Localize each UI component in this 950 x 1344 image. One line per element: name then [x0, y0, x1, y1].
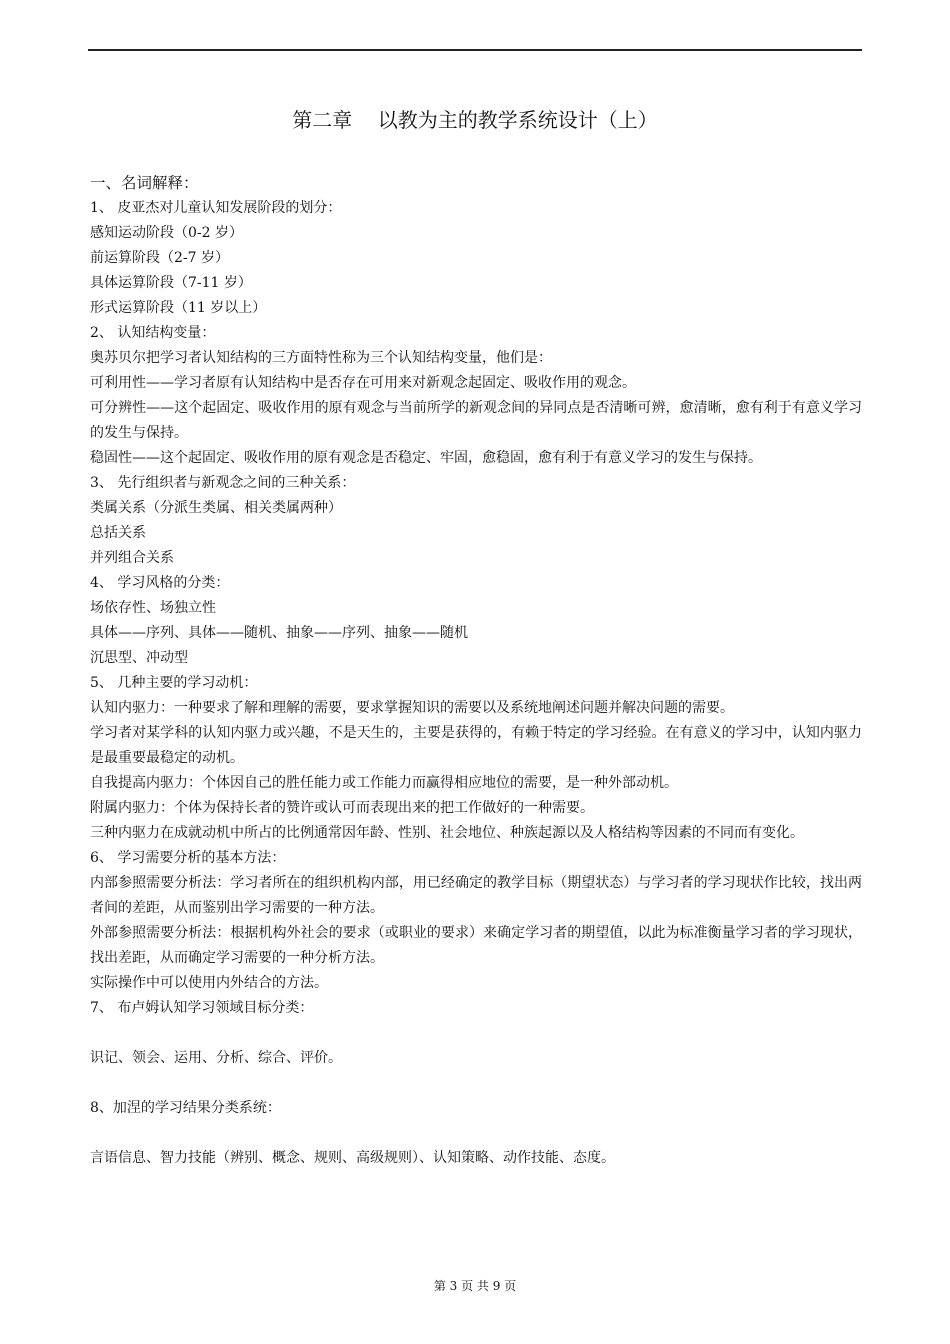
paragraph: 奥苏贝尔把学习者认知结构的三方面特性称为三个认知结构变量，他们是：: [90, 350, 552, 366]
paragraph: 自我提高内驱力：个体因自己的胜任能力或工作能力而赢得相应地位的需要，是一种外部动机。: [90, 775, 678, 791]
chapter-title: 第二章 以教为主的教学系统设计（上）: [292, 108, 658, 132]
item-1-heading: 1、 皮亚杰对儿童认知发展阶段的划分：: [90, 200, 342, 216]
item-8-answer: 言语信息、智力技能（辨别、概念、规则、高级规则）、认知策略、动作技能、态度。: [90, 1150, 615, 1166]
paragraph: 场依存性、场独立性: [90, 600, 216, 616]
paragraph: 前运算阶段（2-7 岁）: [90, 250, 229, 266]
item-7-heading: 7、 布卢姆认知学习领域目标分类：: [90, 1000, 314, 1016]
item-6-heading: 6、 学习需要分析的基本方法：: [90, 850, 286, 866]
document-body: [90, 171, 862, 1171]
item-8-heading: 8、加涅的学习结果分类系统：: [90, 1100, 281, 1116]
paragraph: 沉思型、冲动型: [90, 650, 188, 666]
blank-line: [90, 1071, 862, 1096]
blank-line: [90, 1021, 862, 1046]
header-rule: [88, 49, 862, 51]
item-7-answer: 识记、领会、运用、分析、综合、评价。: [90, 1050, 342, 1066]
item-5-heading: 5、 几种主要的学习动机：: [90, 675, 258, 691]
paragraph: 实际操作中可以使用内外结合的方法。: [90, 975, 328, 991]
paragraph: 总括关系: [90, 525, 146, 541]
paragraph: 三种内驱力在成就动机中所占的比例通常因年龄、性别、社会地位、种族起源以及人格结构等因素的不同而有变化。: [90, 825, 804, 841]
paragraph: 稳固性——这个起固定、吸收作用的原有观念是否稳定、牢固，愈稳固，愈有利于有意义学习的发生与保持。: [90, 450, 762, 466]
paragraph: 认知内驱力：一种要求了解和理解的需要，要求掌握知识的需要以及系统地阐述问题并解决问题的需要。: [90, 700, 734, 716]
paragraph: 感知运动阶段（0-2 岁）: [90, 225, 243, 241]
item-4-heading: 4、 学习风格的分类：: [90, 575, 230, 591]
paragraph: 外部参照需要分析法：根据机构外社会的要求（或职业的要求）来确定学习者的期望值，以此为标准衡量学习者的学习现状，找出差距，从而确定学习需要的一种分析方法。: [90, 925, 862, 966]
paragraph: 可分辨性——这个起固定、吸收作用的原有观念与当前所学的新观念间的异同点是否清晰可辨，愈清晰，愈有利于有意义学习的发生与保持。: [90, 400, 862, 441]
paragraph: 附属内驱力：个体为保持长者的赞许或认可而表现出来的把工作做好的一种需要。: [90, 800, 594, 816]
paragraph: 具体——序列、具体——随机、抽象——序列、抽象——随机: [90, 625, 468, 641]
item-3-heading: 3、 先行组织者与新观念之间的三种关系：: [90, 475, 356, 491]
item-2-heading: 2、 认知结构变量：: [90, 325, 216, 341]
paragraph: 具体运算阶段（7-11 岁）: [90, 275, 252, 291]
blank-line: [90, 1121, 862, 1146]
section-heading: 一、名词解释：: [90, 174, 199, 192]
paragraph: 可利用性——学习者原有认知结构中是否存在可用来对新观念起固定、吸收作用的观念。: [90, 375, 636, 391]
paragraph: 类属关系（分派生类属、相关类属两种）: [90, 500, 342, 516]
page-footer: 第 3 页 共 9 页: [433, 1279, 517, 1293]
paragraph: 形式运算阶段（11 岁以上）: [90, 300, 267, 316]
paragraph: 并列组合关系: [90, 550, 174, 566]
paragraph: 内部参照需要分析法：学习者所在的组织机构内部，用已经确定的教学目标（期望状态）与学习者的学习现状作比较，找出两者间的差距，从而鉴别出学习需要的一种方法。: [90, 875, 862, 916]
paragraph: 学习者对某学科的认知内驱力或兴趣，不是天生的，主要是获得的，有赖于特定的学习经验。在有意义的学习中，认知内驱力是最重要最稳定的动机。: [90, 725, 862, 766]
